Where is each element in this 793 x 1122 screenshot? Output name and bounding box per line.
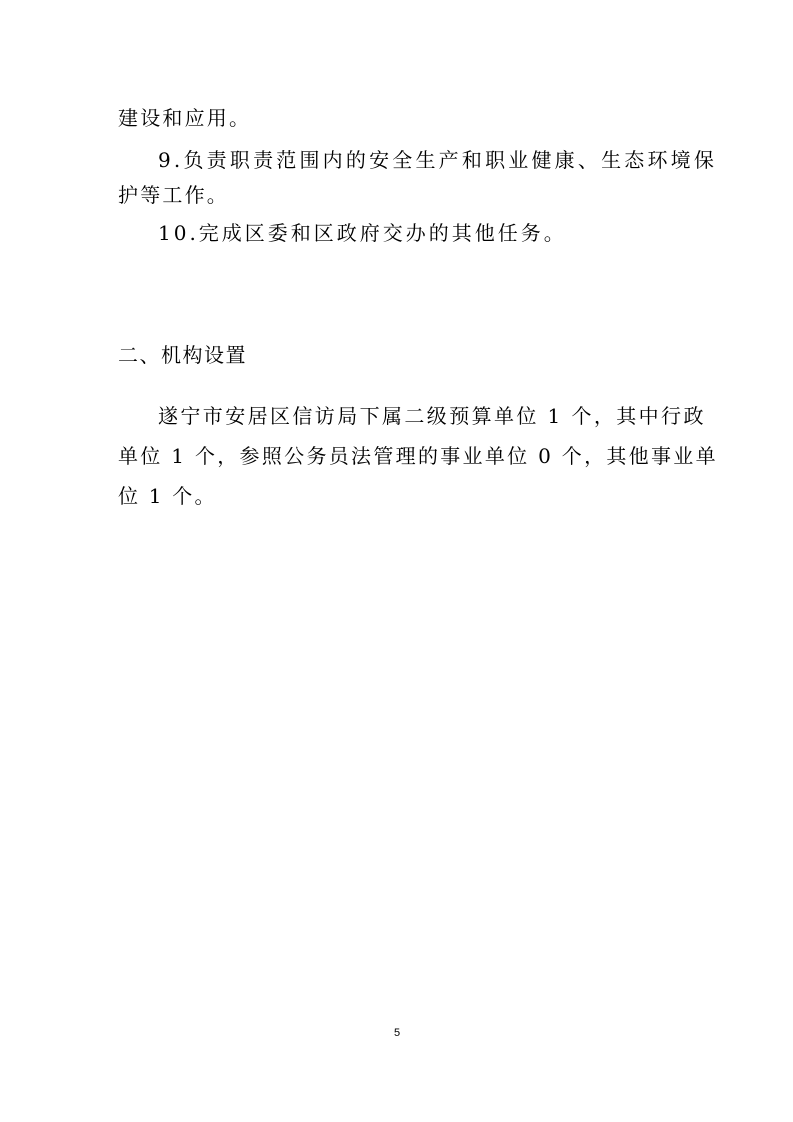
page-number: 5 — [393, 1027, 401, 1039]
body-line-continuation: 建设和应用。 — [118, 106, 252, 130]
duty-item-9-line-1: 9.负责职责范围内的安全生产和职业健康、生态环境保 — [158, 148, 718, 172]
duty-item-10: 10.完成区委和区政府交办的其他任务。 — [158, 221, 567, 245]
section-paragraph-line-1: 遂宁市安居区信访局下属二级预算单位 1 个，其中行政 — [158, 404, 706, 428]
section-heading: 二、机构设置 — [118, 343, 247, 367]
section-paragraph-line-3: 位 1 个。 — [118, 484, 217, 508]
section-paragraph-line-2: 单位 1 个，参照公务员法管理的事业单位 0 个，其他事业单 — [118, 444, 718, 468]
duty-item-9-line-2: 护等工作。 — [118, 183, 229, 207]
